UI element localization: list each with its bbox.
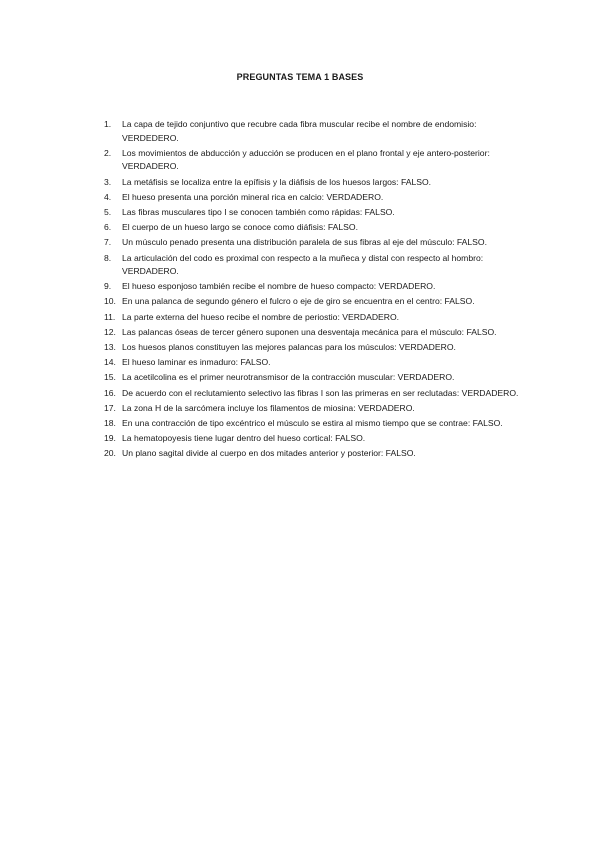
question-number: 15.: [104, 372, 116, 383]
question-item: [104, 206, 524, 220]
question-text: El hueso laminar es inmaduro: FALSO.: [122, 357, 271, 368]
question-number: 13.: [104, 342, 116, 353]
question-number: 11.: [104, 311, 116, 322]
question-text: El cuerpo de un hueso largo se conoce como diáfisis: FALSO.: [122, 222, 358, 233]
question-number: 6.: [104, 222, 112, 233]
question-number: 16.: [104, 387, 116, 398]
question-number: 9.: [104, 281, 112, 292]
question-text: La acetilcolina es el primer neurotransmisor de la contracción muscular: VERDADERO.: [122, 372, 455, 383]
question-text: Un músculo penado presenta una distribución paralela de sus fibras al eje del músculo: FALSO.: [122, 237, 487, 248]
question-text: Los movimientos de abducción y aducción se producen en el plano frontal y eje antero-posterior: VERDADERO.: [122, 147, 490, 172]
question-text: La parte externa del hueso recibe el nombre de periostio: VERDADERO.: [122, 311, 400, 322]
question-item: [104, 252, 524, 279]
question-item: [104, 326, 524, 340]
question-number: 14.: [104, 357, 116, 368]
question-item: [104, 341, 524, 355]
question-number: 18.: [104, 417, 116, 428]
question-item: [104, 432, 524, 446]
question-text: El hueso presenta una porción mineral rica en calcio: VERDADERO.: [122, 191, 384, 202]
question-text: La articulación del codo es proximal con respecto a la muñeca y distal con respecto al hombro: VERDADERO.: [122, 252, 484, 277]
question-text: La metáfisis se localiza entre la epífisis y la diáfisis de los huesos largos: FALSO.: [122, 176, 432, 187]
question-number: 5.: [104, 206, 112, 217]
question-item: [104, 311, 524, 325]
question-text: La hematopoyesis tiene lugar dentro del hueso cortical: FALSO.: [122, 433, 366, 444]
question-item: [104, 118, 524, 145]
question-number: 12.: [104, 326, 116, 337]
question-text: La capa de tejido conjuntivo que recubre cada fibra muscular recibe el nombre de endomisio: VERDEDERO.: [122, 119, 477, 143]
question-item: [104, 221, 524, 235]
question-number: 3.: [104, 176, 112, 187]
question-number: 1.: [104, 119, 112, 129]
question-number: 8.: [104, 252, 112, 263]
question-number: 19.: [104, 433, 116, 444]
question-text: Los huesos planos constituyen las mejores palancas para los músculos: VERDADERO.: [122, 342, 456, 353]
question-text: En una contracción de tipo excéntrico el músculo se estira al mismo tiempo que se contrae: FALSO.: [122, 417, 503, 428]
question-text: Las palancas óseas de tercer género suponen una desventaja mecánica para el músculo: FALSO.: [122, 326, 497, 337]
question-item: [104, 236, 524, 250]
question-item: [104, 295, 524, 309]
question-number: 7.: [104, 237, 112, 248]
question-text: El hueso esponjoso también recibe el nombre de hueso compacto: VERDADERO.: [122, 281, 436, 292]
question-item: [104, 147, 524, 174]
question-number: 20.: [104, 448, 116, 459]
question-item: [104, 371, 524, 385]
question-item: [104, 402, 524, 416]
question-number: 10.: [104, 296, 116, 307]
question-text: En una palanca de segundo género el fulcro o eje de giro se encuentra en el centro: FALSO.: [122, 296, 475, 307]
question-item: [104, 417, 524, 431]
question-item: [104, 387, 524, 401]
question-text: Un plano sagital divide al cuerpo en dos mitades anterior y posterior: FALSO.: [122, 448, 416, 459]
question-item: [104, 280, 524, 294]
question-item: [104, 176, 524, 190]
question-number: 17.: [104, 402, 116, 413]
question-text: Las fibras musculares tipo I se conocen también como rápidas: FALSO.: [122, 206, 395, 217]
question-number: 2.: [104, 147, 112, 158]
question-item: [104, 191, 524, 205]
question-text: La zona H de la sarcómera incluye los filamentos de miosina: VERDADERO.: [122, 402, 415, 413]
question-text: De acuerdo con el reclutamiento selectivo las fibras I son las primeras en ser reclutadas: VERDADERO.: [122, 387, 519, 398]
question-item: [104, 356, 524, 370]
question-number: 4.: [104, 191, 112, 202]
question-item: [104, 447, 524, 461]
document-title: PREGUNTAS TEMA 1 BASES: [236, 72, 364, 82]
question-list: [104, 118, 524, 463]
